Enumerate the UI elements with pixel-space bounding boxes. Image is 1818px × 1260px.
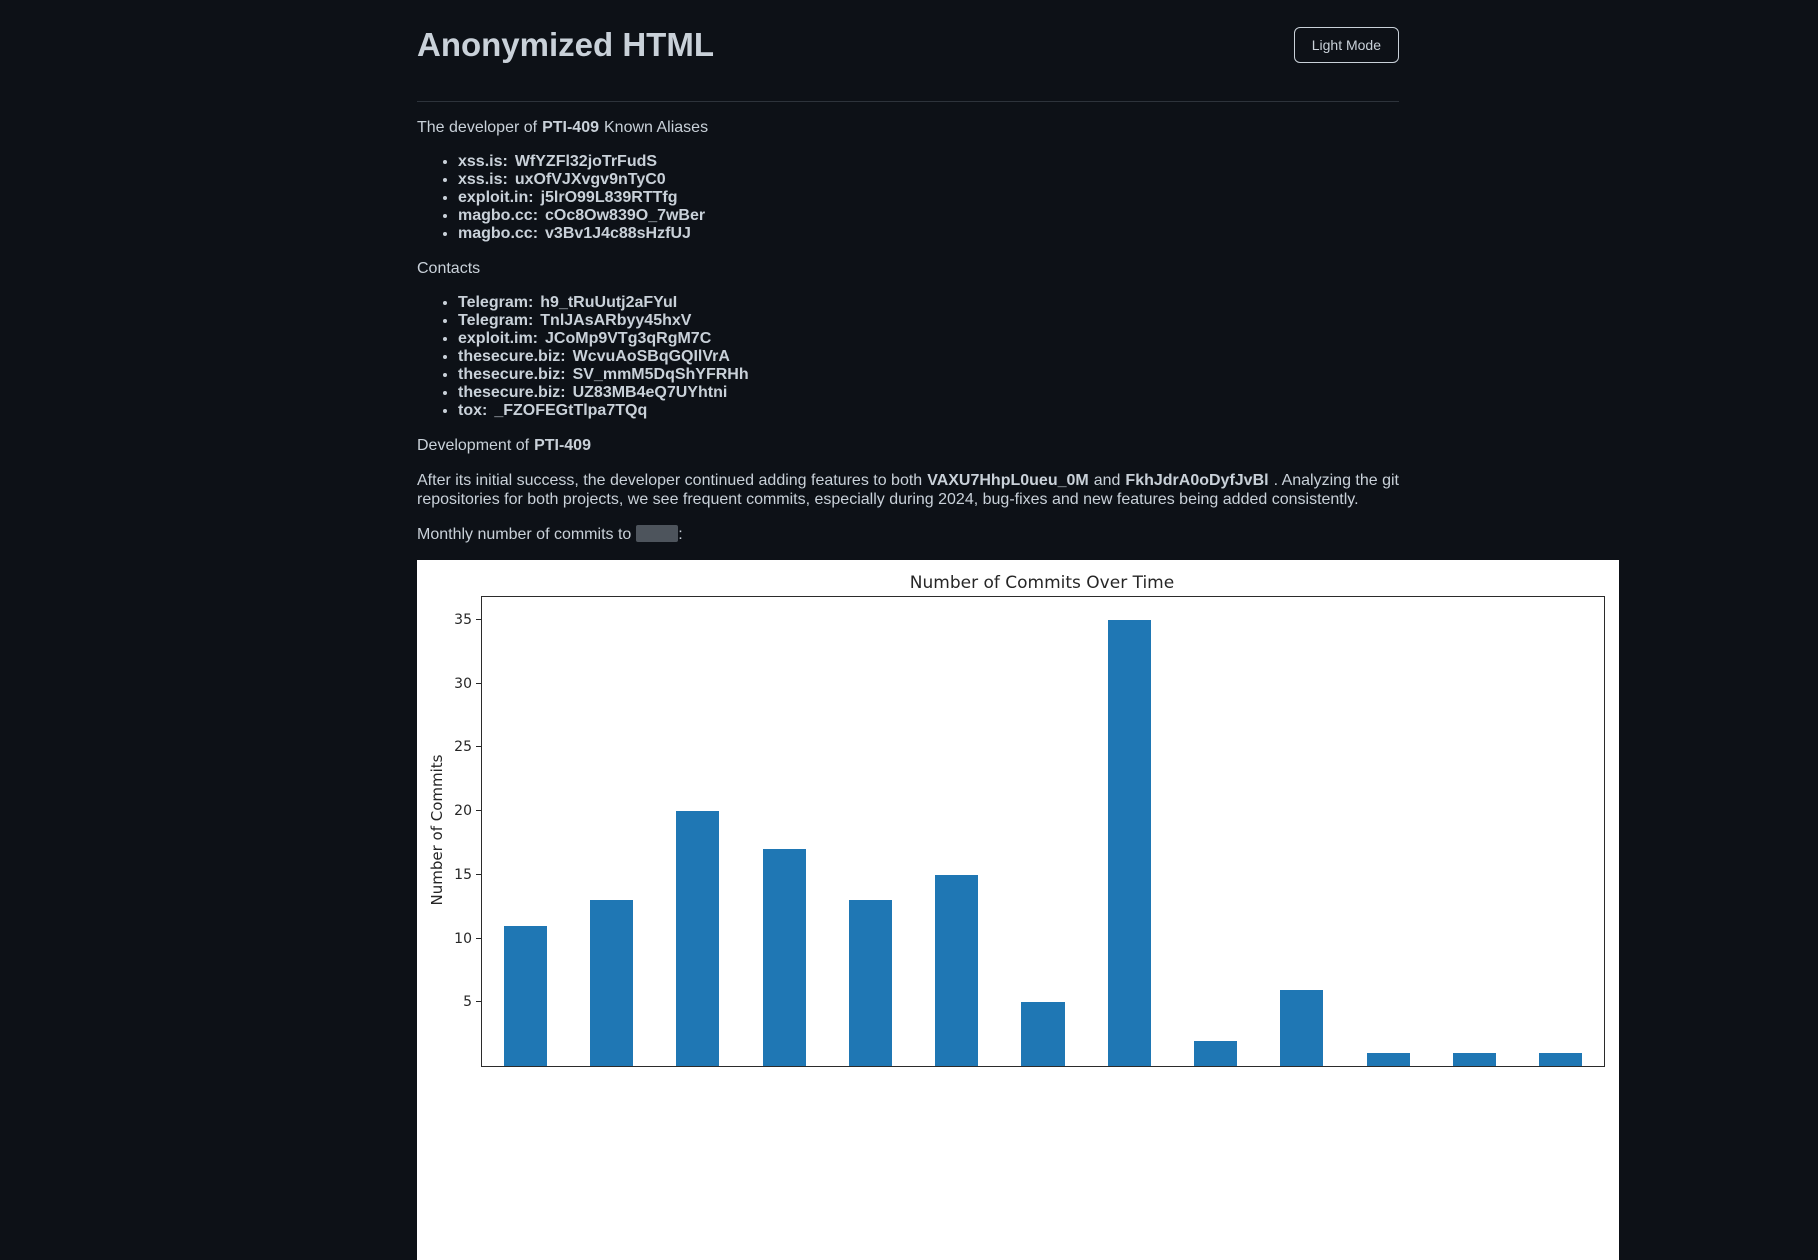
- bar: [504, 926, 547, 1066]
- development-line: [417, 436, 1399, 455]
- bar: [849, 900, 892, 1066]
- chart-title: Number of Commits Over Time: [909, 573, 1175, 593]
- aliases-list: [417, 153, 1399, 243]
- commits-caption: [417, 525, 1399, 544]
- alias-value: cOc8Ow839O_7wBer: [545, 207, 706, 224]
- analysis-part1: After its initial success, the developer continued adding features to both: [417, 472, 923, 489]
- alias-item: [458, 189, 1399, 207]
- contact-item: [458, 366, 1399, 384]
- analysis-part2: . Analyzing the git repositories for both projects, we see frequent commits, especially during 2024, bug-fixes and new features being added consistently.: [417, 472, 1399, 508]
- bar: [1194, 1041, 1237, 1066]
- bar: [1108, 620, 1151, 1066]
- page-title: Anonymized HTML: [417, 26, 714, 63]
- alias-source: magbo.cc:: [458, 225, 539, 242]
- y-tick-mark: [476, 1001, 481, 1002]
- header-divider: [417, 101, 1399, 102]
- redaction-box: [636, 525, 678, 542]
- bar: [1021, 1002, 1064, 1066]
- alias-item: [458, 225, 1399, 243]
- bar: [1453, 1053, 1496, 1066]
- contact-source: thesecure.biz:: [458, 348, 566, 365]
- contact-source: thesecure.biz:: [458, 366, 566, 383]
- intro-line: [417, 118, 1399, 137]
- contact-source: tox:: [458, 402, 488, 419]
- contact-item: [458, 330, 1399, 348]
- contact-source: exploit.im:: [458, 330, 539, 347]
- plot-area: [454, 596, 1605, 1067]
- y-tick-label: 25: [454, 739, 472, 756]
- contact-value: _FZOFEGtTlpa7TQq: [494, 402, 648, 419]
- y-axis-label: Number of Commits: [428, 754, 446, 906]
- subject-tag: PTI-409: [534, 437, 591, 454]
- contact-value: TnlJAsARbyy45hxV: [540, 312, 692, 329]
- project-tag: VAXU7HhpL0ueu_0M: [927, 472, 1089, 489]
- bar: [590, 900, 633, 1066]
- y-tick-label: 30: [454, 675, 472, 692]
- contacts-heading: Contacts: [417, 260, 481, 277]
- y-tick-label: 10: [454, 930, 472, 947]
- contact-value: UZ83MB4eQ7UYhtni: [572, 384, 728, 401]
- contact-source: Telegram:: [458, 294, 534, 311]
- light-mode-button[interactable]: Light Mode: [1294, 27, 1399, 63]
- contact-value: WcvuAoSBqGQIlVrA: [572, 348, 730, 365]
- contact-item: [458, 348, 1399, 366]
- alias-source: magbo.cc:: [458, 207, 539, 224]
- contact-source: thesecure.biz:: [458, 384, 566, 401]
- analysis-conjunction: and: [1093, 472, 1121, 489]
- y-tick-mark: [476, 619, 481, 620]
- alias-item: [458, 153, 1399, 171]
- contact-value: JCoMp9VTg3qRgM7C: [545, 330, 712, 347]
- alias-item: [458, 207, 1399, 225]
- contact-item: [458, 402, 1399, 420]
- contacts-list: [417, 294, 1399, 420]
- y-tick-label: 35: [454, 611, 472, 628]
- bar: [1367, 1053, 1410, 1066]
- alias-value: v3Bv1J4c88sHzfUJ: [545, 225, 691, 242]
- y-tick-label: 15: [454, 866, 472, 883]
- y-tick-mark: [476, 810, 481, 811]
- bar: [1280, 990, 1323, 1066]
- alias-source: xss.is:: [458, 171, 508, 188]
- y-tick-mark: [476, 746, 481, 747]
- project-tag: FkhJdrA0oDyfJvBl: [1125, 472, 1269, 489]
- intro-suffix: Known Aliases: [604, 119, 709, 136]
- contact-item: [458, 312, 1399, 330]
- alias-value: uxOfVJXvgv9nTyC0: [514, 171, 666, 188]
- y-tick-mark: [476, 938, 481, 939]
- alias-source: exploit.in:: [458, 189, 534, 206]
- intro-prefix: The developer of: [417, 119, 538, 136]
- subject-tag: PTI-409: [542, 119, 599, 136]
- commits-caption-prefix: Monthly number of commits to: [417, 526, 632, 543]
- alias-value: WfYZFl32joTrFudS: [514, 153, 658, 170]
- y-tick-mark: [476, 874, 481, 875]
- alias-value: j5lrO99L839RTTfg: [540, 189, 678, 206]
- bar: [676, 811, 719, 1066]
- bar: [935, 875, 978, 1066]
- alias-source: xss.is:: [458, 153, 508, 170]
- commit-chart: [417, 560, 1619, 1260]
- analysis-paragraph: [417, 471, 1399, 509]
- bar: [1539, 1053, 1582, 1066]
- contact-value: h9_tRuUutj2aFYuI: [540, 294, 678, 311]
- development-prefix: Development of: [417, 437, 530, 454]
- page-header: [417, 0, 1399, 63]
- commits-caption-suffix: :: [678, 526, 683, 543]
- contact-value: SV_mmM5DqShYFRHh: [572, 366, 749, 383]
- contact-item: [458, 384, 1399, 402]
- bar: [763, 849, 806, 1066]
- contact-item: [458, 294, 1399, 312]
- contact-source: Telegram:: [458, 312, 534, 329]
- y-tick-mark: [476, 683, 481, 684]
- page-content: [417, 0, 1399, 1260]
- y-tick-label: 20: [454, 803, 472, 820]
- y-tick-label: 5: [463, 994, 472, 1011]
- alias-item: [458, 171, 1399, 189]
